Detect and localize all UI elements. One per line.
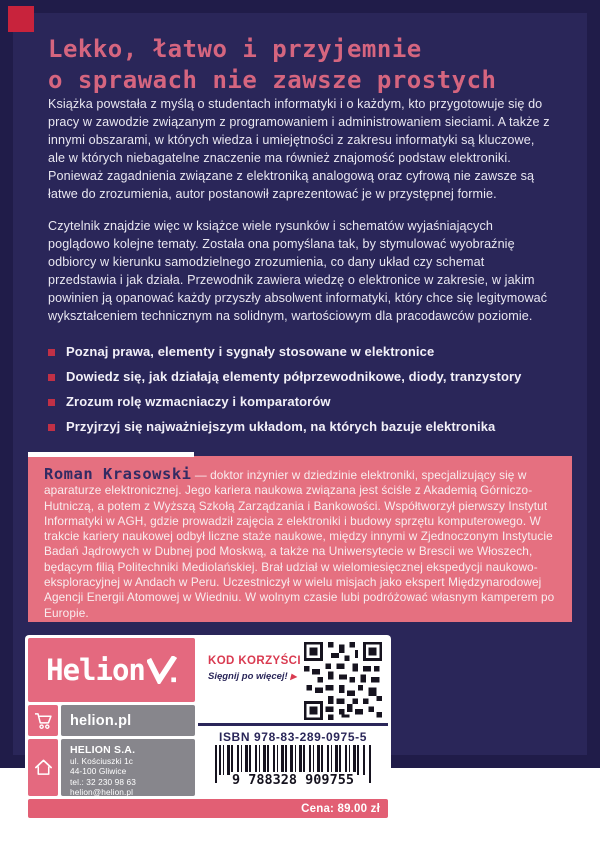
- corner-red-square: [8, 6, 34, 32]
- list-item-label: Poznaj prawa, elementy i sygnały stosowane w elektronice: [66, 344, 435, 359]
- cover-headline: [48, 34, 568, 96]
- company-name: HELION S.A.: [70, 744, 136, 756]
- description-paragraph-2: Czytelnik znajdzie więc w książce wiele rysunków i schematów wyjaśniających poglądowo kolejne tematy. Została ona pomyślana tak, by stymulować wyobraźnię odbiorcy w kierunku samodzielnego zrozumienia, co dany układ czy schemat przedstawia i jak działa. Przewodnik zawiera wiedzę o elektronice w zakresie, w jakim powinien ją opanować każdy przyszły absolwent informatyki, który chce się legitymować wykształceniem technicznym na solidnym, wartościowym dla pracodawców poziomie.: [48, 219, 548, 323]
- author-bio-text: [44, 467, 556, 621]
- cart-icon-cell: [28, 705, 58, 736]
- barcode-bars: [219, 745, 367, 775]
- author-name: Roman Krasowski: [44, 465, 192, 483]
- headline-line2: o sprawach nie zawsze prostych: [48, 66, 497, 94]
- author-bio-box: [28, 456, 572, 622]
- list-item-label: Zrozum rolę wzmacniaczy i komparatorów: [66, 394, 331, 409]
- publisher-label: [25, 635, 391, 821]
- cart-icon: [34, 712, 53, 730]
- ean-barcode: [215, 745, 371, 788]
- bullet-square-icon: [48, 374, 55, 381]
- price-label: Cena: 89.00 zł: [301, 802, 380, 815]
- home-icon: [34, 758, 53, 777]
- promo-code-subtitle: [208, 671, 297, 682]
- list-item: [48, 394, 568, 409]
- promo-code-title: KOD KORZYŚCI: [208, 655, 301, 667]
- shop-domain-label: helion.pl: [70, 712, 132, 729]
- description-paragraph-1: Książka powstała z myślą o studentach informatyki i o każdym, kto przygotowuje się do pracy w zawodzie związanym z programowaniem i administrowaniem sieciami. A także z innymi obszarami, w których wiedza i umiejętności z zakresu informatyki są kluczowe, ale w których niebagatelne znaczenie ma również znajomość podstaw elektroniki. Ponieważ zagadnienia związane z elektroniką analogową oraz cyfrową nie zawsze są łatwe do zrozumienia, autor postanowił zaprezentować je w przystępnej formie.: [48, 97, 550, 201]
- promo-isbn-panel: [198, 638, 388, 796]
- address-line: helion@helion.pl: [70, 786, 134, 797]
- list-item: [48, 344, 568, 359]
- list-item: [48, 369, 568, 384]
- address-line: ul. Kościuszki 1c: [70, 756, 134, 766]
- price-strip: [28, 799, 388, 818]
- list-item: [48, 419, 568, 434]
- promo-arrow-icon: ▶: [290, 672, 297, 681]
- isbn-text: ISBN 978-83-289-0975-5: [219, 730, 367, 744]
- helion-logo-text: Helion: [46, 653, 145, 687]
- shop-domain[interactable]: [61, 705, 195, 736]
- author-bio-body: — doktor inżynier w dziedzinie elektroniki, specjalizujący się w aparaturze elektronicznej. Jego kariera naukowa związana jest ściśle z Akademią Górniczo-Hutniczą, a potem z Wyższą Szkołą Zarządzania i Bankowości. Współtworzył pierwszy Instytut Informatyki w AGH, gdzie prowadził zajęcia z elektroniki i budowy sprzętu komputerowego. W trakcie kariery naukowej odbył liczne staże naukowe, między innymi w Zjednoczonym Instytucie Badań Jądrowych w Dubnej pod Moskwą, a także na Uniwersytecie w Brescii we Włoszech, będącym filią Politechniki Mediolańskiej. Brał udział w wielomiesięcznej ekspedycji naukowo-eksploracyjnej w Andach w Peru. Uczestniczył w wielu misjach jako ekspert Międzynarodowej Agencji Energii Atomowej w Wiedniu. W wolnym czasie lubi podróżować własnym kamperem po Europie.: [44, 468, 555, 620]
- address-row: [28, 739, 195, 796]
- ean-digits-text: 9 788328 909755: [232, 772, 354, 788]
- feature-list: [48, 344, 568, 444]
- panel-divider: [198, 723, 388, 726]
- author-box-top-accent: [28, 452, 194, 457]
- address-line: 44-100 Gliwice: [70, 766, 127, 777]
- bullet-square-icon: [48, 424, 55, 431]
- publisher-address: [61, 739, 195, 796]
- address-line: tel.: 32 230 98 63: [70, 776, 136, 787]
- ean-digits: [215, 772, 371, 788]
- shop-row: [28, 705, 195, 736]
- list-item-label: Dowiedz się, jak działają elementy półprzewodnikowe, diody, tranzystory: [66, 369, 522, 384]
- list-item-label: Przyjrzyj się najważniejszym układom, na których bazuje elektronika: [66, 419, 496, 434]
- promo-subtitle-text: Sięgnij po więcej!: [208, 671, 288, 682]
- bullet-square-icon: [48, 349, 55, 356]
- qr-code[interactable]: [304, 642, 382, 720]
- helion-logo: [28, 638, 195, 702]
- helion-checkmark-icon: [147, 656, 177, 684]
- home-icon-cell: [28, 739, 58, 796]
- bullet-square-icon: [48, 399, 55, 406]
- headline-line1: Lekko, łatwo i przyjemnie: [48, 35, 422, 63]
